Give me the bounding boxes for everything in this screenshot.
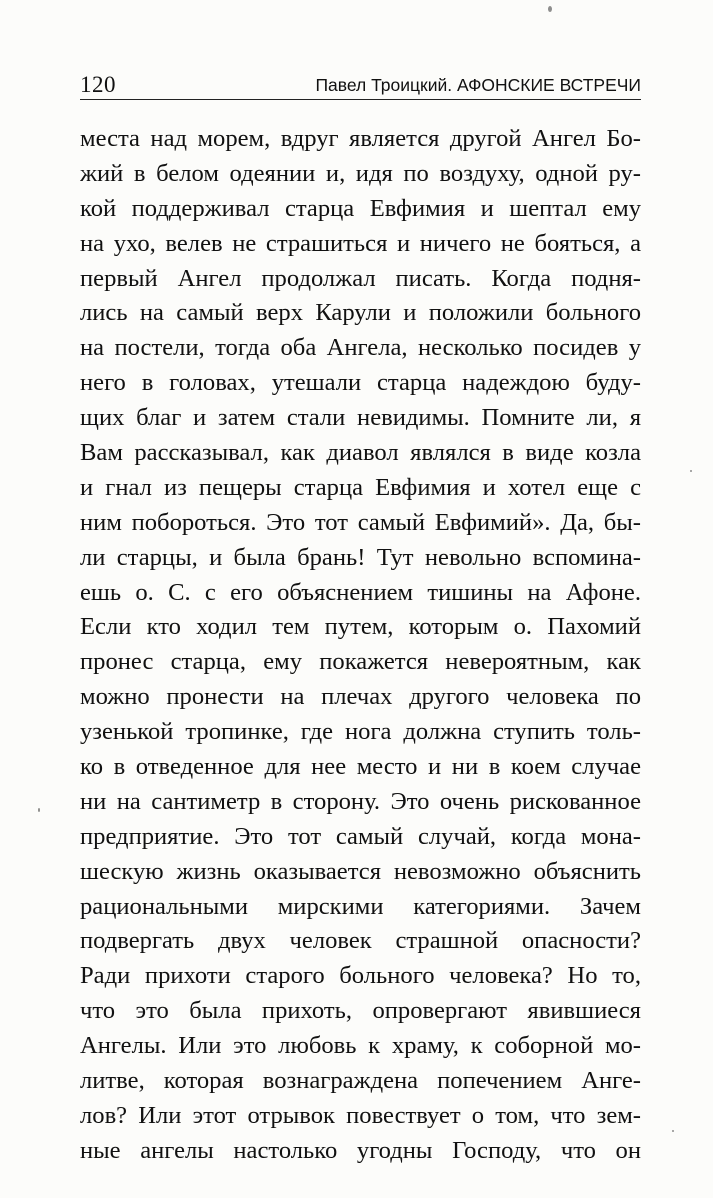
text-line: места над морем, вдруг является другой Ангел Бо- (80, 125, 641, 152)
text-line: кой поддерживал старца Евфимия и шептал ему (80, 194, 641, 222)
text-line: шескую жизнь оказывается невозможно объяснить (80, 857, 641, 885)
text-line: предприятие. Это тот самый случай, когда мона- (80, 822, 641, 850)
text-line: ко в отведенное для нее место и ни в коем случае (80, 753, 641, 781)
body-text (80, 122, 641, 1169)
text-line: ешь о. С. с его объяснением тишины на Афоне. (80, 578, 641, 606)
text-line: него в головах, утешали старца надеждою буду- (80, 369, 641, 397)
scan-speck (690, 470, 692, 472)
text-line: подвергать двух человек страшной опасности? (80, 927, 641, 955)
text-line: можно пронести на плечах другого человека по (80, 683, 641, 711)
text-line: Если кто ходил тем путем, которым о. Пахомий (80, 613, 641, 641)
text-line: Ангелы. Или это любовь к храму, к соборной мо- (80, 1032, 641, 1060)
scan-speck (548, 6, 552, 12)
text-line: узенькой тропинке, где нога должна ступить толь- (80, 718, 641, 746)
header-rule (80, 99, 641, 100)
text-line: на постели, тогда оба Ангела, несколько посидев у (80, 334, 641, 362)
text-line: лов? Или этот отрывок повествует о том, что зем- (80, 1101, 641, 1129)
text-line: жий в белом одеянии и, идя по воздуху, одной ру- (80, 159, 641, 187)
text-line: что это была прихоть, опровергают явившиеся (80, 997, 641, 1025)
text-line: ним побороться. Это тот самый Евфимий». Да, бы- (80, 508, 641, 536)
text-line: рациональными мирскими категориями. Зачем (80, 892, 641, 920)
text-line: ные ангелы настолько угодны Господу, что он (80, 1136, 641, 1164)
scan-speck (672, 1130, 674, 1132)
text-line: первый Ангел продолжал писать. Когда подня- (80, 264, 641, 292)
text-line: лись на самый верх Карули и положили больного (80, 299, 641, 327)
running-head (80, 66, 641, 100)
text-line: ли старцы, и была брань! Тут невольно вспомина- (80, 543, 641, 571)
page-number: 120 (80, 72, 116, 97)
scan-speck (38, 808, 40, 812)
text-line: и гнал из пещеры старца Евфимия и хотел еще с (80, 473, 641, 501)
text-line: щих благ и затем стали невидимы. Помните ли, я (80, 404, 641, 432)
text-line: на ухо, велев не страшиться и ничего не бояться, а (80, 229, 641, 257)
text-line: ни на сантиметр в сторону. Это очень рискованное (80, 787, 641, 815)
text-line: пронес старца, ему покажется невероятным, как (80, 648, 641, 676)
running-head-title: Павел Троицкий. АФОНСКИЕ ВСТРЕЧИ (315, 75, 641, 95)
text-line: литве, которая вознаграждена попечением Анге- (80, 1067, 641, 1095)
text-line: Ради прихоти старого больного человека? Но то, (80, 962, 641, 990)
text-line: Вам рассказывал, как диавол являлся в виде козла (80, 439, 641, 467)
